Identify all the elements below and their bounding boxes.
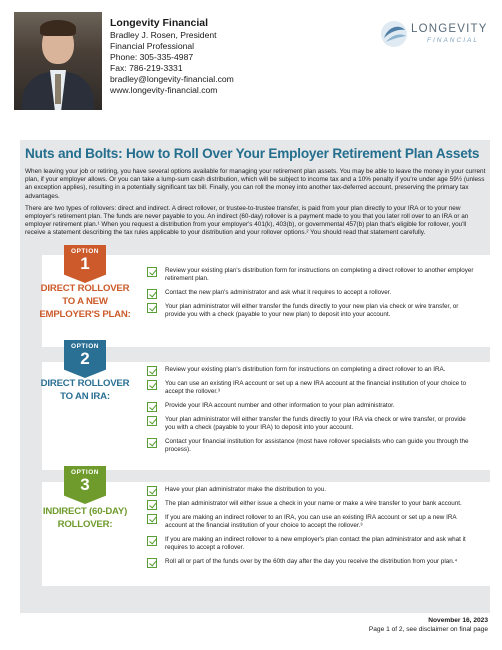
option-badge-3: OPTION 3 bbox=[64, 466, 106, 504]
list-item: Your plan administrator will either transfer the funds directly to your IRA via check or wire transfer, or provide you with a check (payable to your IRA) to deposit into your account. bbox=[145, 416, 475, 432]
checkbox-icon bbox=[147, 558, 157, 568]
intro-text bbox=[25, 168, 487, 238]
logo-sub: FINANCIAL bbox=[427, 37, 479, 44]
list-item: Provide your IRA account number and other information to your plan administrator. bbox=[145, 402, 475, 410]
website-link[interactable]: www.longevity-financial.com bbox=[110, 85, 218, 95]
checkbox-icon bbox=[147, 303, 157, 313]
intro-paragraph: There are two types of rollovers: direct and indirect. A direct rollover, or trustee-to-trustee transfer, is paid from your plan directly to your IRA or to your new employer's retirement plan. The funds are never payable to you. An indirect (60-day) rollover is a payment made to you that you later roll over to an IRA or an employer retirement plan.¹ When you request a distribution from your employer's 401(k), 403(b), or governmental 457(b) plan that's eligible for rollover, you'll receive a statement describing the tax rules applicable to your distribution and your rollover options.² You should read that statement carefully. bbox=[25, 204, 469, 237]
checkbox-icon bbox=[147, 438, 157, 448]
checkbox-icon bbox=[147, 514, 157, 524]
checkbox-icon bbox=[147, 289, 157, 299]
checkbox-icon bbox=[147, 366, 157, 376]
checkbox-icon bbox=[147, 380, 157, 390]
list-item: If you are making an indirect rollover to a new employer's plan contact the plan administrator and ask what it requires to accept a rollover. bbox=[145, 536, 475, 552]
footer-date: November 16, 2023 bbox=[428, 617, 488, 624]
advisor-name: Bradley J. Rosen, President bbox=[110, 30, 217, 40]
option-badge-2: OPTION 2 bbox=[64, 340, 106, 378]
advisor-title: Financial Professional bbox=[110, 41, 195, 51]
checkbox-icon bbox=[147, 500, 157, 510]
list-item: Roll all or part of the funds over by the 60th day after the day you receive the distribution from your plan.⁴ bbox=[145, 558, 475, 566]
option-badge-1: OPTION 1 bbox=[64, 245, 106, 283]
email-link[interactable]: bradley@longevity-financial.com bbox=[110, 74, 234, 84]
option-label-2: DIRECT ROLLOVER TO AN IRA: bbox=[40, 378, 130, 402]
option-items-3 bbox=[145, 486, 475, 572]
list-item: Have your plan administrator make the distribution to you. bbox=[145, 486, 475, 494]
firm-name: Longevity Financial bbox=[110, 17, 209, 29]
list-item: Review your existing plan's distribution form for instructions on completing a direct rollover to an IRA. bbox=[145, 366, 475, 374]
checkbox-icon bbox=[147, 536, 157, 546]
option-label-3: INDIRECT (60-DAY) ROLLOVER: bbox=[42, 506, 128, 530]
list-item: Contact your financial institution for assistance (most have rollover specialists who can guide you through the process). bbox=[145, 438, 475, 454]
list-item: Review your existing plan's distribution form for instructions on completing a direct rollover to another employer retirement plan. bbox=[145, 267, 475, 283]
logo-name: LONGEVITY bbox=[411, 23, 488, 35]
phone: Phone: 305-335-4987 bbox=[110, 52, 194, 62]
list-item: Contact the new plan's administrator and ask what it requires to accept a rollover. bbox=[145, 289, 475, 297]
list-item: Your plan administrator will either transfer the funds directly to your new plan via check or wire transfer, or provide you with a check (payable to your new plan) to deposit into your account. bbox=[145, 303, 475, 319]
option-label-1: DIRECT ROLLOVER TO A NEW EMPLOYER'S PLAN: bbox=[39, 283, 131, 320]
page-footer bbox=[369, 617, 488, 634]
footer-page-note: Page 1 of 2, see disclaimer on final page bbox=[368, 625, 488, 633]
advisor-photo bbox=[14, 12, 102, 110]
fax: Fax: 786-219-3331 bbox=[110, 63, 183, 73]
longevity-logo bbox=[380, 18, 490, 52]
logo-mark-icon bbox=[380, 20, 408, 48]
checkbox-icon bbox=[147, 416, 157, 426]
contact-block bbox=[110, 17, 234, 96]
article-panel bbox=[20, 140, 490, 613]
option-items-1 bbox=[145, 267, 475, 325]
list-item: You can use an existing IRA account or set up a new IRA account at the financial institution of your choice to accept the rollover.³ bbox=[145, 380, 475, 396]
list-item: The plan administrator will either issue a check in your name or make a wire transfer to your bank account. bbox=[145, 500, 475, 508]
checkbox-icon bbox=[147, 402, 157, 412]
option-items-2 bbox=[145, 366, 475, 460]
list-item: If you are making an indirect rollover to an IRA, you can use an existing IRA account or set up a new IRA account at the financial institution of your choice to accept the rollover.³ bbox=[145, 514, 475, 530]
checkbox-icon bbox=[147, 267, 157, 277]
intro-paragraph: When leaving your job or retiring, you have several options available for managing your retirement plan assets. You may be able to leave the money in your current plan, if your employer allows. Or you can take a lump-sum cash distribution, which will be subject to income tax and a 10% penalty if you're under age 59½ (unless an exception applies), resulting in a potentially significant tax bill. Finally, you can roll the money into another tax-deferred account, preserving the primary tax advantages. bbox=[25, 168, 486, 200]
article-title: Nuts and Bolts: How to Roll Over Your Employer Retirement Plan Assets bbox=[25, 146, 480, 161]
checkbox-icon bbox=[147, 486, 157, 496]
